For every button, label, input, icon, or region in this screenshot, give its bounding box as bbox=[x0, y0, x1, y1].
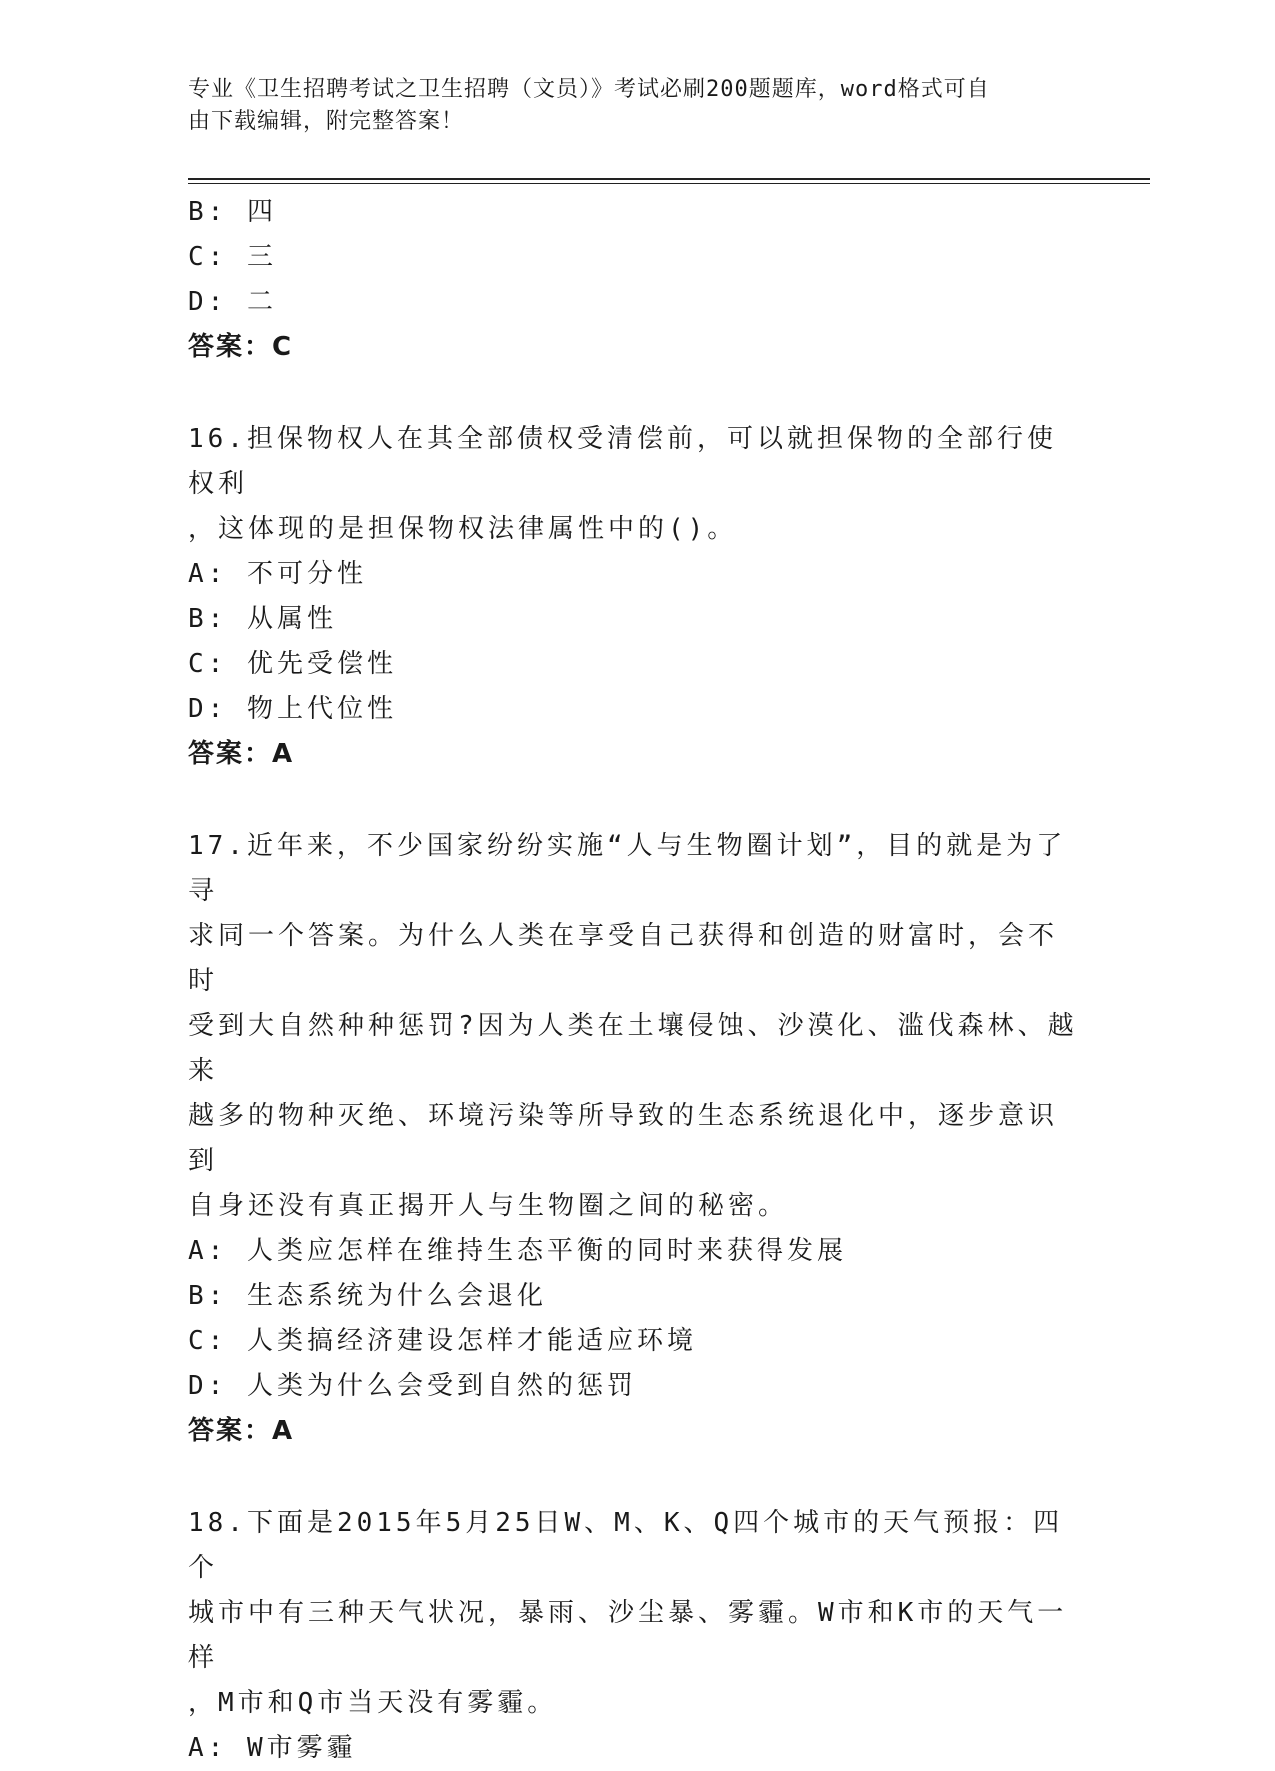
option-c: C: 优先受偿性 bbox=[188, 649, 397, 679]
option-a: A: 不可分性 bbox=[188, 559, 367, 589]
option-d: D: 人类为什么会受到自然的惩罚 bbox=[188, 1371, 637, 1401]
option-b: B: 从属性 bbox=[188, 604, 337, 634]
header-divider-thick bbox=[188, 178, 1150, 180]
question-text-line: 城市中有三种天气状况，暴雨、沙尘暴、雾霾。W市和K市的天气一样 bbox=[188, 1598, 1068, 1673]
question-text-line: ，这体现的是担保物权法律属性中的()。 bbox=[188, 514, 738, 544]
document-body bbox=[188, 190, 1078, 1771]
header-line-1: 专业《卫生招聘考试之卫生招聘（文员）》考试必刷200题题库，word格式可自 bbox=[188, 77, 990, 102]
question-text-line: 18.下面是2015年5月25日W、M、K、Q四个城市的天气预报：四个 bbox=[188, 1508, 1064, 1583]
question-text-line: 求同一个答案。为什么人类在享受自己获得和创造的财富时，会不时 bbox=[188, 921, 1059, 996]
question-18 bbox=[188, 1501, 1078, 1771]
answer: 答案：C bbox=[188, 332, 294, 362]
question-17 bbox=[188, 824, 1078, 1454]
question-text-line: 16.担保物权人在其全部债权受清偿前，可以就担保物的全部行使权利 bbox=[188, 424, 1057, 499]
option-d: D: 物上代位性 bbox=[188, 694, 397, 724]
option-b: B: 生态系统为什么会退化 bbox=[188, 1281, 547, 1311]
answer: 答案：A bbox=[188, 739, 295, 769]
question-text-line: 17.近年来，不少国家纷纷实施“人与生物圈计划”，目的就是为了寻 bbox=[188, 831, 1067, 906]
header-divider-thin bbox=[188, 183, 1150, 184]
option-b: B: 四 bbox=[188, 197, 277, 227]
question-15-tail bbox=[188, 190, 1078, 370]
question-text-line: ，M市和Q市当天没有雾霾。 bbox=[188, 1688, 558, 1718]
question-16 bbox=[188, 417, 1078, 777]
answer: 答案：A bbox=[188, 1416, 295, 1446]
option-c: C: 三 bbox=[188, 242, 277, 272]
question-text-line: 自身还没有真正揭开人与生物圈之间的秘密。 bbox=[188, 1191, 789, 1221]
question-text-line: 越多的物种灭绝、环境污染等所导致的生态系统退化中，逐步意识到 bbox=[188, 1101, 1059, 1176]
option-c: C: 人类搞经济建设怎样才能适应环境 bbox=[188, 1326, 697, 1356]
question-text-line: 受到大自然种种惩罚?因为人类在土壤侵蚀、沙漠化、滥伐森林、越来 bbox=[188, 1011, 1078, 1086]
document-header bbox=[188, 74, 1088, 138]
option-a: A: W市雾霾 bbox=[188, 1733, 357, 1763]
header-line-2: 由下载编辑，附完整答案！ bbox=[188, 109, 465, 134]
option-a: A: 人类应怎样在维持生态平衡的同时来获得发展 bbox=[188, 1236, 847, 1266]
option-d: D: 二 bbox=[188, 287, 277, 317]
